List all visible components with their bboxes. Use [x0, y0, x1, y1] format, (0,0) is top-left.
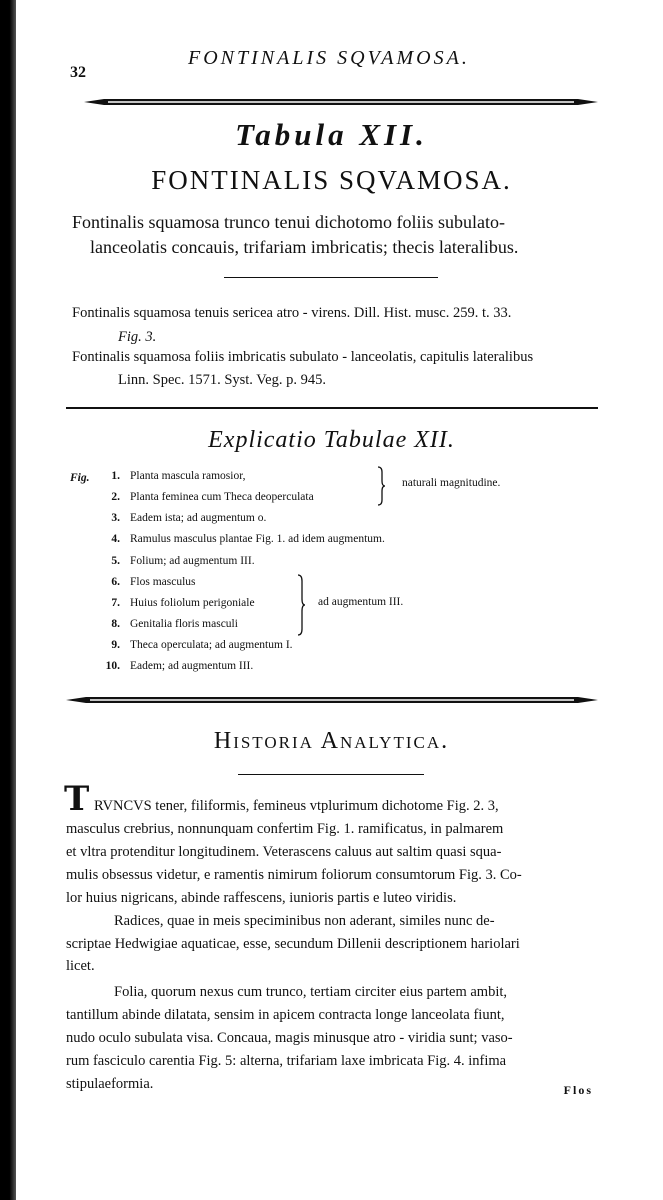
- figure-text: Eadem ista; ad augmentum o.: [130, 512, 267, 524]
- species-title: FONTINALIS SQVAMOSA.: [151, 165, 512, 195]
- ornamental-rule-bottom: [66, 696, 598, 704]
- body-line: tantillum abinde dilatata, sensim in apicem contracta longe lanceolata fiunt,: [66, 1007, 505, 1023]
- figure-text: Planta mascula ramosior,: [130, 470, 246, 482]
- fig-label: Fig.: [70, 472, 90, 484]
- body-line: et vltra protenditur longitudinem. Veterascens caluus aut saltim quasi squa-: [66, 844, 502, 860]
- figure-number: 7.: [111, 597, 120, 609]
- figure-number: 10.: [105, 660, 120, 672]
- body-line: Folia, quorum nexus cum trunco, tertiam circiter eius partem ambit,: [114, 984, 508, 1000]
- body-line: mulis obsessus videtur, e ramentis nimirum foliorum consumtorum Fig. 3. Co-: [66, 867, 522, 883]
- figure-text: Planta feminea cum Theca deoperculata: [130, 491, 314, 503]
- body-line: nudo oculo subulata visa. Concaua, magis minusque atro - viridia sunt; vaso-: [66, 1030, 513, 1046]
- figure-number: 6.: [111, 576, 120, 588]
- body-line: RVNCVS tener, filiformis, femineus vtplurimum dichotome Fig. 2. 3,: [94, 798, 499, 814]
- figure-text: Folium; ad augmentum III.: [130, 555, 255, 567]
- figure-number: 8.: [111, 618, 120, 630]
- figure-text: Flos masculus: [130, 576, 196, 588]
- drop-cap: T: [64, 779, 90, 819]
- figure-text: Huius foliolum perigoniale: [130, 597, 255, 609]
- section-rule-2: [66, 407, 598, 409]
- figure-text: Ramulus masculus plantae Fig. 1. ad idem augmentum.: [130, 533, 385, 545]
- figure-text: Genitalia floris masculi: [130, 618, 238, 630]
- figure-number: 5.: [111, 555, 120, 567]
- body-line: Radices, quae in meis speciminibus non aderant, similes nunc de-: [114, 913, 495, 929]
- synonym-line-1: Fontinalis squamosa tenuis sericea atro - virens. Dill. Hist. musc. 259. t. 33.: [72, 305, 512, 321]
- figure-number: 4.: [111, 533, 120, 545]
- curly-brace-2: [296, 574, 306, 636]
- synonym-line-3: Fontinalis squamosa foliis imbricatis subulato - lanceolatis, capitulis lateralibus: [72, 349, 534, 365]
- ornamental-rule-top: [84, 98, 598, 106]
- section-rule-1: [224, 277, 438, 278]
- body-line: lor huius nigricans, abinde raffescens, iunioris partis e luteo viridis.: [66, 890, 457, 906]
- page-number: 32: [70, 64, 86, 81]
- body-line: licet.: [66, 958, 95, 974]
- explicatio-title: Explicatio Tabulae XII.: [208, 427, 455, 453]
- body-line: masculus crebrius, nonnunquam confertim Fig. 1. ramificatus, in palmarem: [66, 821, 504, 837]
- figure-text: Theca operculata; ad augmentum I.: [130, 639, 293, 651]
- synonym-line-4: Linn. Spec. 1571. Syst. Veg. p. 945.: [118, 372, 326, 388]
- body-line: stipulaeformia.: [66, 1076, 154, 1092]
- diagnosis-line-2: lanceolatis concauis, trifariam imbricatis; thecis lateralibus.: [90, 237, 519, 257]
- figure-number: 3.: [111, 512, 120, 524]
- plate-label: Tabula XII.: [235, 117, 428, 152]
- body-line: scriptae Hedwigiae aquaticae, esse, secundum Dillenii descriptionem hariolari: [66, 936, 520, 952]
- catchword: Flos: [563, 1083, 593, 1097]
- synonym-line-2: Fig. 3.: [118, 329, 157, 345]
- body-line: rum fasciculo carentia Fig. 5: alterna, trifariam laxe imbricata Fig. 4. infima: [66, 1053, 507, 1069]
- historia-title: Historia Analytica.: [213, 728, 450, 754]
- figure-number: 1.: [111, 470, 120, 482]
- section-rule-3: [238, 774, 424, 775]
- running-title: FONTINALIS SQVAMOSA.: [188, 47, 470, 69]
- diagnosis-line-1: Fontinalis squamosa trunco tenui dichotomo foliis subulato-: [72, 212, 505, 232]
- curly-brace-1: [376, 466, 386, 506]
- figure-number: 9.: [111, 639, 120, 651]
- brace-note-1: naturali magnitudine.: [402, 477, 501, 489]
- figure-text: Eadem; ad augmentum III.: [130, 660, 254, 672]
- figure-number: 2.: [111, 491, 120, 503]
- brace-note-2: ad augmentum III.: [318, 596, 404, 608]
